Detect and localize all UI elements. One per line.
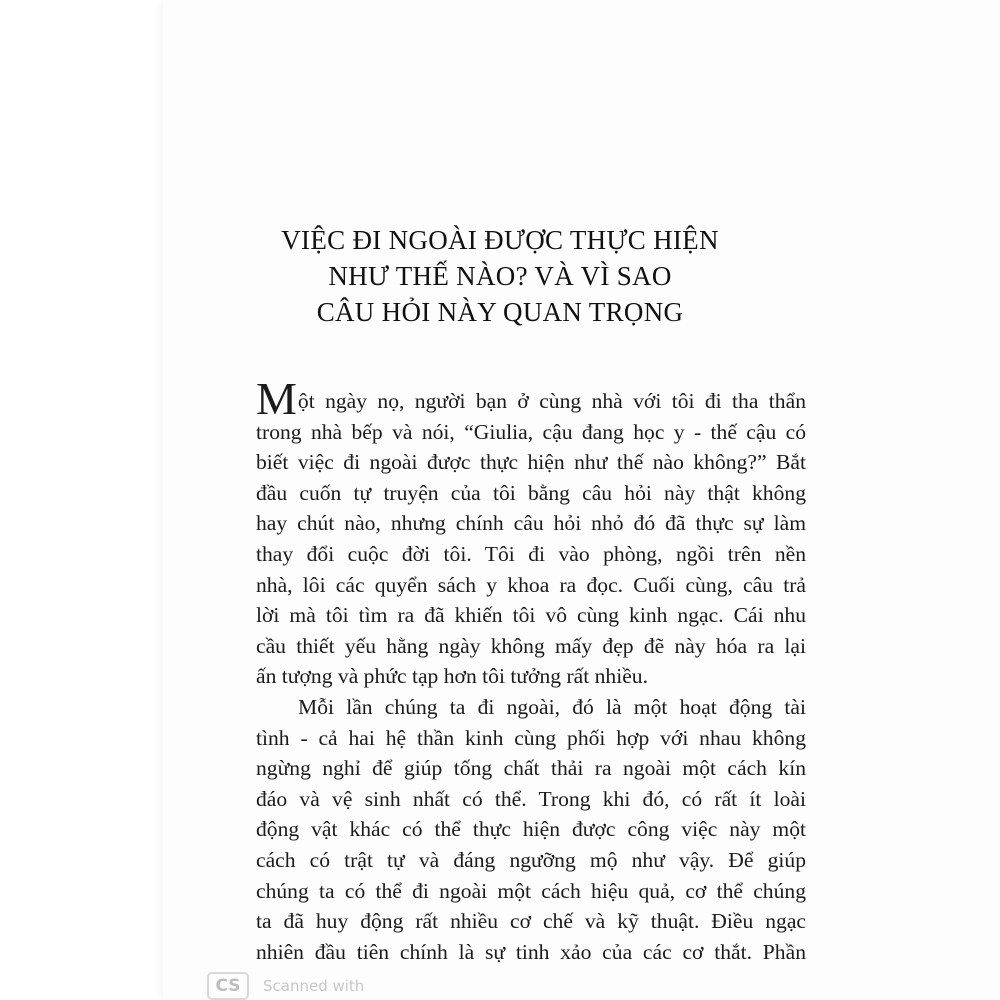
scanner-watermark: [207, 972, 364, 1000]
chapter-title-line: CÂU HỎI NÀY QUAN TRỌNG: [316, 297, 684, 327]
text-line: cầu thiết yếu hằng ngày không mấy đẹp đẽ này hóa ra lại: [256, 633, 806, 658]
text-line: đầu cuốn tự truyện của tôi bằng câu hỏi này thật không: [256, 480, 806, 505]
chapter-title: [0, 222, 1000, 330]
text-line: cách có trật tự và đáng ngưỡng mộ như vậy. Để giúp: [256, 847, 806, 872]
chapter-body: [256, 373, 806, 967]
text-line: nhiên đầu tiên chính là sự tinh xảo của các cơ thắt. Phần: [256, 939, 806, 964]
text-line: ngừng nghỉ để giúp tống chất thải ra ngoài một cách kín: [256, 756, 806, 781]
text-line: tình - cả hai hệ thần kinh cùng phối hợp với nhau không: [256, 725, 806, 750]
watermark-text: Scanned with: [263, 977, 365, 995]
text-line: ấn tượng và phức tạp hơn tôi tưởng rất nhiều.: [256, 664, 648, 689]
text-line: đáo và vệ sinh nhất có thể. Trong khi đó, có rất ít loài: [256, 786, 806, 811]
paragraph-2: [256, 692, 806, 967]
camscanner-logo-icon: CS: [207, 972, 249, 1000]
chapter-title-line: VIỆC ĐI NGOÀI ĐƯỢC THỰC HIỆN: [281, 225, 719, 255]
chapter-title-line: NHƯ THẾ NÀO? VÀ VÌ SAO: [328, 261, 672, 291]
text-line: biết việc đi ngoài được thực hiện như thế nào không?” Bắt: [256, 450, 806, 475]
text-line: ta đã huy động rất nhiều cơ chế và kỹ thuật. Điều ngạc: [256, 909, 806, 934]
text-line: lời mà tôi tìm ra đã khiến tôi vô cùng kinh ngạc. Cái nhu: [256, 603, 806, 628]
text-line: trong nhà bếp và nói, “Giulia, cậu đang học y - thế cậu có: [256, 419, 806, 444]
text-line-content: ột ngày nọ, người bạn ở cùng nhà với tôi đi tha thẩn: [297, 389, 806, 413]
text-line: Mỗi lần chúng ta đi ngoài, đó là một hoạt động tài: [298, 694, 806, 719]
text-line: thay đổi cuộc đời tôi. Tôi đi vào phòng, ngồi trên nền: [256, 541, 806, 566]
paragraph-1: [256, 373, 806, 692]
text-line: chúng ta có thể đi ngoài một cách hiệu quả, cơ thể chúng: [256, 878, 806, 903]
text-line: [256, 373, 806, 424]
text-line: hay chút nào, nhưng chính câu hỏi nhỏ đó đã thực sự làm: [256, 511, 806, 536]
drop-cap: M: [256, 373, 297, 424]
text-line: động vật khác có thể thực hiện được công việc này một: [256, 817, 806, 842]
text-line: nhà, lôi các quyển sách y khoa ra đọc. Cuối cùng, câu trả: [256, 572, 806, 597]
